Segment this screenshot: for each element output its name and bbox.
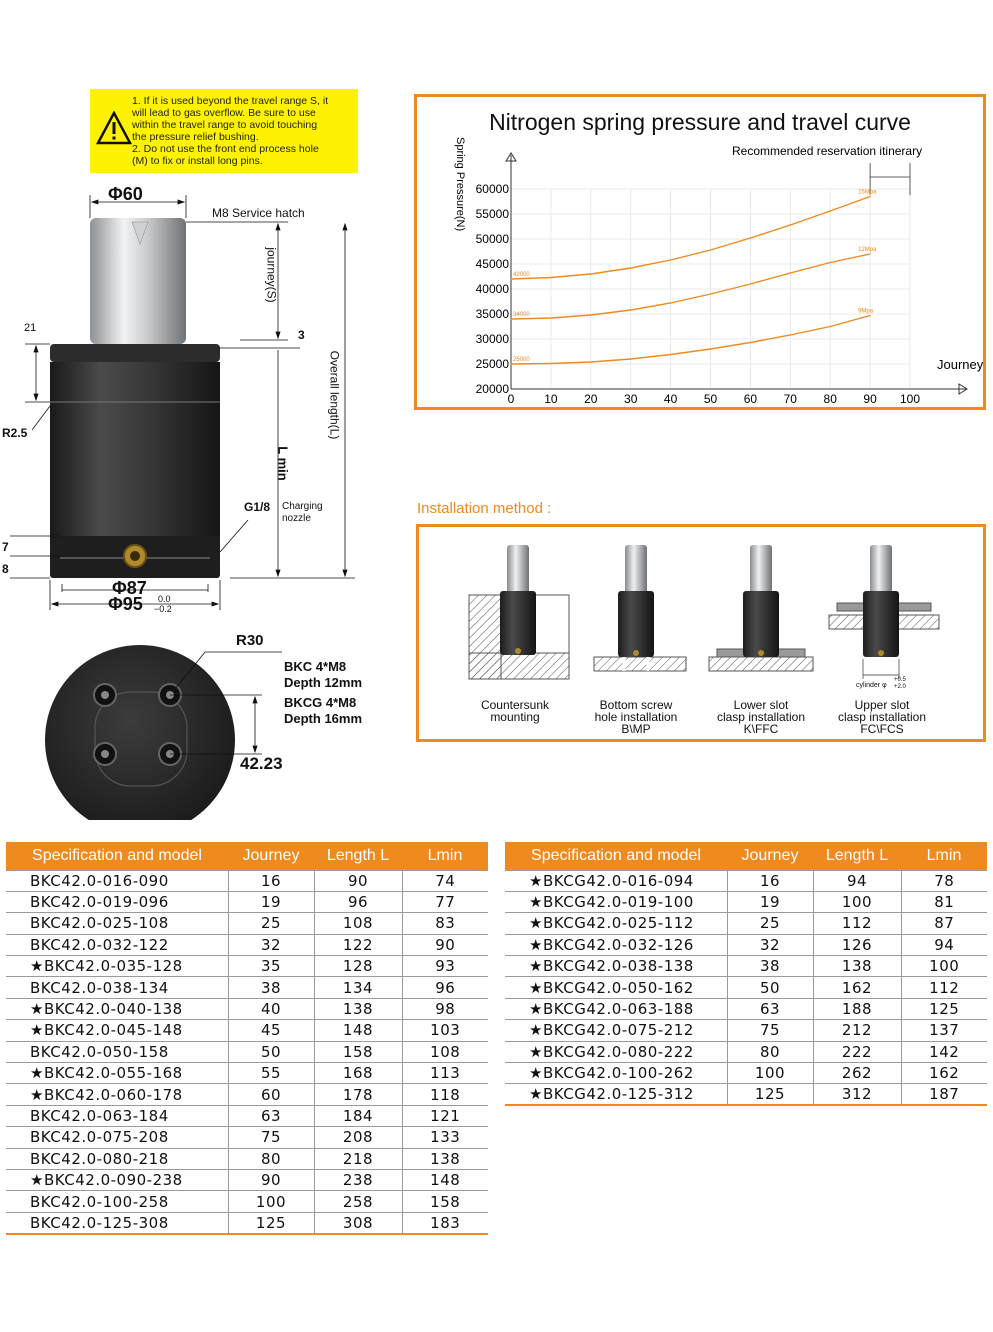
value-cell: 100 <box>813 891 901 912</box>
table-row <box>505 1084 987 1105</box>
model-cell: ★BKCG42.0-100-262 <box>505 1063 727 1084</box>
data-point <box>790 272 791 273</box>
caption-line: Bottom screw <box>599 698 673 712</box>
x-tick-label: 0 <box>507 392 515 406</box>
table-row <box>6 956 488 977</box>
value-cell: 137 <box>901 1020 987 1041</box>
value-cell: 35 <box>228 956 314 977</box>
table-row <box>6 1148 488 1169</box>
value-cell: 162 <box>813 977 901 998</box>
column-header: Lmin <box>901 842 987 870</box>
y-tick-label: 60000 <box>475 182 509 196</box>
install-caption-4 <box>822 699 942 735</box>
table-row <box>505 913 987 934</box>
value-cell: 168 <box>314 1063 402 1084</box>
value-cell: 133 <box>402 1127 488 1148</box>
data-point <box>870 253 871 254</box>
upper-slot-icon <box>829 545 939 679</box>
value-cell: 148 <box>402 1169 488 1190</box>
value-cell: 80 <box>727 1041 813 1062</box>
value-cell: 218 <box>314 1148 402 1169</box>
warning-line: the pressure relief bushing. <box>132 131 259 143</box>
value-cell: 238 <box>314 1169 402 1190</box>
install-caption-3 <box>701 699 821 735</box>
value-cell: 40 <box>228 998 314 1019</box>
x-tick-label: 90 <box>863 392 877 406</box>
y-tick-label: 35000 <box>475 307 509 321</box>
caption-line: Lower slot <box>733 698 789 712</box>
series-start-label: 34000 <box>513 312 530 318</box>
value-cell: 93 <box>402 956 488 977</box>
series-start-label: 42000 <box>513 272 530 278</box>
y-tick-label: 55000 <box>475 207 509 221</box>
value-cell: 121 <box>402 1105 488 1126</box>
model-cell: BKC42.0-025-108 <box>6 913 228 934</box>
body-cap <box>50 344 220 362</box>
data-point <box>710 293 711 294</box>
model-cell: ★BKCG42.0-063-188 <box>505 998 727 1019</box>
caption-line: hole installation <box>594 710 678 724</box>
warning-text <box>132 95 354 167</box>
data-point <box>510 278 511 279</box>
value-cell: 125 <box>228 1212 314 1233</box>
chart-title: Nitrogen spring pressure and travel curve <box>489 109 911 135</box>
column-header: Journey <box>228 842 314 870</box>
model-cell: ★BKC42.0-055-168 <box>6 1063 228 1084</box>
table-row <box>505 956 987 977</box>
data-point <box>870 315 871 316</box>
bkc-spec-table <box>6 842 488 1235</box>
bkc-depth-label: Depth 12mm <box>284 675 363 690</box>
value-cell: 80 <box>228 1148 314 1169</box>
data-point <box>550 363 551 364</box>
model-cell: ★BKCG42.0-038-138 <box>505 956 727 977</box>
warning-line: within the travel range to avoid touching <box>132 119 318 131</box>
series-name-label: 15Mpa <box>858 189 877 196</box>
model-cell: ★BKCG42.0-050-162 <box>505 977 727 998</box>
bkcg-depth-label: Depth 16mm <box>284 711 363 726</box>
data-point <box>510 363 511 364</box>
table-row <box>505 934 987 955</box>
table-row <box>505 891 987 912</box>
journey-dimension-label: journey(S) <box>264 247 279 303</box>
x-tick-label: 10 <box>544 392 558 406</box>
model-cell: BKC42.0-100-258 <box>6 1191 228 1212</box>
column-header: Length L <box>813 842 901 870</box>
value-cell: 19 <box>727 891 813 912</box>
data-point <box>750 237 751 238</box>
value-cell: 94 <box>901 934 987 955</box>
table-row <box>6 1212 488 1233</box>
table-row <box>505 1041 987 1062</box>
cylinder-tolerance: +2.0 <box>894 684 906 690</box>
value-cell: 112 <box>813 913 901 934</box>
value-cell: 83 <box>402 913 488 934</box>
column-header: Specification and model <box>505 842 727 870</box>
x-tick-label: 50 <box>703 392 718 406</box>
data-point <box>630 358 631 359</box>
value-cell: 16 <box>727 870 813 891</box>
value-cell: 25 <box>228 913 314 934</box>
data-point <box>670 302 671 303</box>
table-row <box>6 1127 488 1148</box>
value-cell: 38 <box>727 956 813 977</box>
data-point <box>590 361 591 362</box>
table-row <box>6 1063 488 1084</box>
warning-line: 2. Do not use the front end process hole <box>132 143 319 155</box>
table-row <box>6 891 488 912</box>
value-cell: 38 <box>228 977 314 998</box>
model-cell: ★BKC42.0-045-148 <box>6 1020 228 1041</box>
data-point <box>790 224 791 225</box>
bottom-screw-icon <box>594 545 686 671</box>
table-row <box>6 913 488 934</box>
model-cell: ★BKCG42.0-080-222 <box>505 1041 727 1062</box>
data-point <box>590 314 591 315</box>
value-cell: 63 <box>228 1105 314 1126</box>
model-cell: ★BKCG42.0-019-100 <box>505 891 727 912</box>
value-cell: 90 <box>228 1169 314 1190</box>
table-row <box>505 1020 987 1041</box>
countersunk-mounting-icon <box>469 545 569 679</box>
table-row <box>6 1084 488 1105</box>
value-cell: 222 <box>813 1041 901 1062</box>
dim-8-label: 8 <box>2 562 9 576</box>
model-cell: ★BKC42.0-060-178 <box>6 1084 228 1105</box>
value-cell: 262 <box>813 1063 901 1084</box>
table-row <box>6 998 488 1019</box>
data-point <box>830 262 831 263</box>
value-cell: 32 <box>727 934 813 955</box>
value-cell: 75 <box>228 1127 314 1148</box>
value-cell: 113 <box>402 1063 488 1084</box>
model-cell: ★BKCG42.0-125-312 <box>505 1084 727 1105</box>
charging-nozzle-label: nozzle <box>282 513 311 524</box>
value-cell: 103 <box>402 1020 488 1041</box>
data-point <box>830 210 831 211</box>
install-caption-2 <box>576 699 696 735</box>
value-cell: 16 <box>228 870 314 891</box>
value-cell: 138 <box>402 1148 488 1169</box>
value-cell: 100 <box>228 1191 314 1212</box>
end-view <box>45 645 235 820</box>
model-cell: ★BKC42.0-040-138 <box>6 998 228 1019</box>
model-cell: ★BKCG42.0-016-094 <box>505 870 727 891</box>
dim-42-23-label: 42.23 <box>240 754 283 773</box>
value-cell: 87 <box>901 913 987 934</box>
cylinder-note: cylinder φ <box>856 682 887 689</box>
value-cell: 188 <box>813 998 901 1019</box>
data-point <box>510 318 511 319</box>
value-cell: 312 <box>813 1084 901 1105</box>
g18-label: G1/8 <box>244 500 271 514</box>
value-cell: 100 <box>901 956 987 977</box>
model-cell: BKC42.0-038-134 <box>6 977 228 998</box>
table-row <box>6 934 488 955</box>
warning-line: 1. If it is used beyond the travel range S, it <box>132 95 329 107</box>
table-row <box>6 1041 488 1062</box>
caption-line: FC\FCS <box>860 722 904 736</box>
cylinder-tolerance: +0.5 <box>894 677 906 683</box>
data-point <box>710 348 711 349</box>
value-cell: 158 <box>402 1191 488 1212</box>
table-row <box>505 977 987 998</box>
overall-length-label: Overall length(L) <box>327 350 342 440</box>
value-cell: 96 <box>402 977 488 998</box>
caption-line: clasp installation <box>716 710 806 724</box>
model-cell: ★BKCG42.0-075-212 <box>505 1020 727 1041</box>
y-axis-label: Spring Pressure(N) <box>454 137 466 232</box>
table-row <box>6 1020 488 1041</box>
value-cell: 50 <box>228 1041 314 1062</box>
value-cell: 45 <box>228 1020 314 1041</box>
value-cell: 138 <box>813 956 901 977</box>
data-point <box>750 342 751 343</box>
value-cell: 60 <box>228 1084 314 1105</box>
value-cell: 187 <box>901 1084 987 1105</box>
dim-7-label: 7 <box>2 540 9 554</box>
radius-30-label: R30 <box>236 632 264 649</box>
model-cell: BKC42.0-019-096 <box>6 891 228 912</box>
model-cell: ★BKCG42.0-025-112 <box>505 913 727 934</box>
warning-icon <box>96 111 132 145</box>
data-point <box>670 259 671 260</box>
dim-3-label: 3 <box>298 328 305 342</box>
value-cell: 258 <box>314 1191 402 1212</box>
table-row <box>505 998 987 1019</box>
column-header: Length L <box>314 842 402 870</box>
bkcg-thread-label: BKCG 4*M8 <box>284 695 357 710</box>
table-row <box>505 870 987 891</box>
value-cell: 108 <box>314 913 402 934</box>
data-point <box>590 273 591 274</box>
dim-21-label: 21 <box>24 322 37 334</box>
installation-panel <box>416 524 986 742</box>
data-point <box>750 283 751 284</box>
data-point <box>630 267 631 268</box>
service-hatch-label: M8 Service hatch <box>212 206 305 220</box>
value-cell: 126 <box>813 934 901 955</box>
model-cell: ★BKC42.0-035-128 <box>6 956 228 977</box>
value-cell: 118 <box>402 1084 488 1105</box>
value-cell: 81 <box>901 891 987 912</box>
data-point <box>830 326 831 327</box>
chart-plot <box>417 97 983 407</box>
model-cell: BKC42.0-016-090 <box>6 870 228 891</box>
column-header: Specification and model <box>6 842 228 870</box>
x-tick-label: 100 <box>899 392 921 406</box>
data-point <box>710 249 711 250</box>
value-cell: 74 <box>402 870 488 891</box>
y-tick-label: 45000 <box>475 257 509 271</box>
table-row <box>505 1063 987 1084</box>
model-cell: BKC42.0-050-158 <box>6 1041 228 1062</box>
series-line <box>511 316 870 365</box>
value-cell: 122 <box>314 934 402 955</box>
caption-line: mounting <box>490 710 540 724</box>
value-cell: 112 <box>901 977 987 998</box>
value-cell: 75 <box>727 1020 813 1041</box>
tolerance-label: −0.2 <box>154 604 172 614</box>
tolerance-label: 0.0 <box>158 594 171 604</box>
value-cell: 183 <box>402 1212 488 1233</box>
body <box>50 402 220 558</box>
value-cell: 138 <box>314 998 402 1019</box>
value-cell: 108 <box>402 1041 488 1062</box>
value-cell: 63 <box>727 998 813 1019</box>
value-cell: 308 <box>314 1212 402 1233</box>
value-cell: 77 <box>402 891 488 912</box>
table-row <box>6 870 488 891</box>
recommended-itinerary-label: Recommended reservation itinerary <box>732 144 923 158</box>
installation-title: Installation method : <box>417 500 552 517</box>
y-tick-label: 40000 <box>475 282 509 296</box>
lmin-label: L min <box>275 446 291 481</box>
warning-box <box>90 89 358 173</box>
model-cell: BKC42.0-032-122 <box>6 934 228 955</box>
x-axis-label: Journey <box>937 357 983 372</box>
value-cell: 78 <box>901 870 987 891</box>
value-cell: 128 <box>314 956 402 977</box>
value-cell: 94 <box>813 870 901 891</box>
value-cell: 55 <box>228 1063 314 1084</box>
caption-line: clasp installation <box>837 710 927 724</box>
value-cell: 50 <box>727 977 813 998</box>
value-cell: 90 <box>402 934 488 955</box>
table-row <box>6 1105 488 1126</box>
value-cell: 98 <box>402 998 488 1019</box>
model-cell: ★BKC42.0-090-238 <box>6 1169 228 1190</box>
value-cell: 184 <box>314 1105 402 1126</box>
column-header: Journey <box>727 842 813 870</box>
series-start-label: 25000 <box>513 357 530 363</box>
y-tick-label: 30000 <box>475 332 509 346</box>
diameter-60-label: Φ60 <box>108 184 143 204</box>
model-cell: BKC42.0-063-184 <box>6 1105 228 1126</box>
value-cell: 208 <box>314 1127 402 1148</box>
value-cell: 158 <box>314 1041 402 1062</box>
caption-line: Countersunk <box>480 698 550 712</box>
pressure-travel-chart <box>414 94 986 410</box>
install-caption-1 <box>455 699 575 723</box>
series-name-label: 12Mpa <box>858 247 877 253</box>
charging-nozzle-label: Charging <box>282 501 323 512</box>
lower-slot-icon <box>709 545 813 671</box>
value-cell: 90 <box>314 870 402 891</box>
x-tick-label: 80 <box>823 392 837 406</box>
y-tick-label: 20000 <box>475 382 509 396</box>
value-cell: 100 <box>727 1063 813 1084</box>
series-name-label: 9Mpa <box>858 308 874 315</box>
diameter-87-label: Φ87 <box>112 578 147 598</box>
value-cell: 162 <box>901 1063 987 1084</box>
table-row <box>6 1191 488 1212</box>
data-point <box>870 196 871 197</box>
table-row <box>6 977 488 998</box>
table-row <box>6 1169 488 1190</box>
value-cell: 96 <box>314 891 402 912</box>
warning-line: (M) to fix or install long pins. <box>132 155 263 167</box>
caption-line: B\MP <box>621 722 651 736</box>
data-point <box>630 309 631 310</box>
value-cell: 19 <box>228 891 314 912</box>
value-cell: 134 <box>314 977 402 998</box>
model-cell: BKC42.0-080-218 <box>6 1148 228 1169</box>
radius-2-5-label: R2.5 <box>2 426 28 440</box>
value-cell: 32 <box>228 934 314 955</box>
value-cell: 178 <box>314 1084 402 1105</box>
caption-line: Upper slot <box>854 698 910 712</box>
y-tick-label: 25000 <box>475 357 509 371</box>
x-tick-label: 40 <box>663 392 678 406</box>
value-cell: 25 <box>727 913 813 934</box>
column-header: Lmin <box>402 842 488 870</box>
model-cell: ★BKCG42.0-032-126 <box>505 934 727 955</box>
x-tick-label: 20 <box>584 392 598 406</box>
value-cell: 148 <box>314 1020 402 1041</box>
data-point <box>550 317 551 318</box>
data-point <box>670 354 671 355</box>
value-cell: 125 <box>901 998 987 1019</box>
diameter-95-label: Φ95 <box>108 594 143 614</box>
value-cell: 142 <box>901 1041 987 1062</box>
value-cell: 212 <box>813 1020 901 1041</box>
bkc-thread-label: BKC 4*M8 <box>284 659 347 674</box>
y-tick-label: 50000 <box>475 232 509 246</box>
x-tick-label: 30 <box>624 392 638 406</box>
model-cell: BKC42.0-125-308 <box>6 1212 228 1233</box>
warning-line: will lead to gas overflow. Be sure to use <box>132 107 316 119</box>
bkcg-spec-table <box>505 842 987 1106</box>
model-cell: BKC42.0-075-208 <box>6 1127 228 1148</box>
data-point <box>790 334 791 335</box>
value-cell: 125 <box>727 1084 813 1105</box>
caption-line: K\FFC <box>743 722 779 736</box>
x-tick-label: 70 <box>783 392 797 406</box>
x-tick-label: 60 <box>743 392 758 406</box>
data-point <box>550 277 551 278</box>
